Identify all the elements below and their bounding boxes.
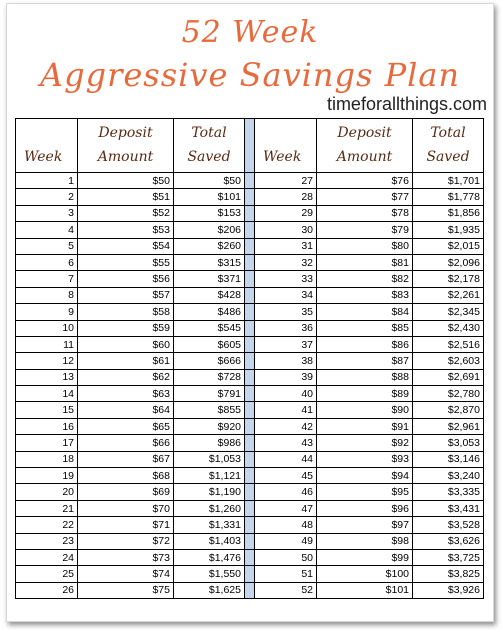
deposit-cell: $95 xyxy=(317,484,413,500)
total-cell: $2,961 xyxy=(413,418,484,434)
deposit-cell: $89 xyxy=(317,386,413,402)
total-cell: $545 xyxy=(174,320,245,336)
deposit-cell: $86 xyxy=(317,336,413,352)
deposit-cell: $91 xyxy=(317,418,413,434)
total-cell: $2,516 xyxy=(413,336,484,352)
deposit-cell: $62 xyxy=(78,369,174,385)
savings-table-container xyxy=(15,118,495,599)
deposit-cell: $100 xyxy=(317,566,413,582)
table-row xyxy=(16,304,484,320)
deposit-cell: $69 xyxy=(78,484,174,500)
column-divider xyxy=(245,369,255,385)
week-cell: 42 xyxy=(255,418,317,434)
table-row xyxy=(16,549,484,565)
week-cell: 16 xyxy=(16,418,78,434)
week-cell: 33 xyxy=(255,271,317,287)
week-cell: 24 xyxy=(16,549,78,565)
week-cell: 41 xyxy=(255,402,317,418)
week-cell: 25 xyxy=(16,566,78,582)
deposit-cell: $58 xyxy=(78,304,174,320)
deposit-cell: $61 xyxy=(78,353,174,369)
deposit-cell: $63 xyxy=(78,386,174,402)
deposit-cell: $70 xyxy=(78,500,174,516)
total-cell: $1,190 xyxy=(174,484,245,500)
week-cell: 26 xyxy=(16,582,78,598)
total-cell: $3,626 xyxy=(413,533,484,549)
total-cell: $2,015 xyxy=(413,238,484,254)
table-row xyxy=(16,533,484,549)
deposit-cell: $59 xyxy=(78,320,174,336)
deposit-cell: $99 xyxy=(317,549,413,565)
total-cell: $3,926 xyxy=(413,582,484,598)
table-row xyxy=(16,287,484,303)
deposit-cell: $87 xyxy=(317,353,413,369)
deposit-cell: $97 xyxy=(317,517,413,533)
total-cell: $2,261 xyxy=(413,287,484,303)
column-divider xyxy=(245,435,255,451)
total-cell: $1,856 xyxy=(413,205,484,221)
column-divider xyxy=(245,500,255,516)
deposit-cell: $52 xyxy=(78,205,174,221)
table-row xyxy=(16,402,484,418)
table-row xyxy=(16,468,484,484)
total-cell: $486 xyxy=(174,304,245,320)
week-cell: 32 xyxy=(255,254,317,270)
header-week-left: Week xyxy=(16,119,78,173)
week-cell: 8 xyxy=(16,287,78,303)
title-line-2: Aggressive Savings Plan xyxy=(39,56,461,94)
total-cell: $153 xyxy=(174,205,245,221)
total-cell: $2,870 xyxy=(413,402,484,418)
column-divider xyxy=(245,287,255,303)
deposit-cell: $96 xyxy=(317,500,413,516)
week-cell: 23 xyxy=(16,533,78,549)
column-divider xyxy=(245,566,255,582)
week-cell: 46 xyxy=(255,484,317,500)
table-row xyxy=(16,451,484,467)
header-deposit-right: Deposit Amount xyxy=(317,119,413,173)
total-cell: $428 xyxy=(174,287,245,303)
deposit-cell: $82 xyxy=(317,271,413,287)
table-row xyxy=(16,271,484,287)
week-cell: 3 xyxy=(16,205,78,221)
week-cell: 4 xyxy=(16,222,78,238)
column-divider xyxy=(245,238,255,254)
deposit-cell: $88 xyxy=(317,369,413,385)
deposit-cell: $60 xyxy=(78,336,174,352)
table-row xyxy=(16,353,484,369)
total-cell: $986 xyxy=(174,435,245,451)
column-divider xyxy=(245,549,255,565)
total-cell: $1,331 xyxy=(174,517,245,533)
week-cell: 45 xyxy=(255,468,317,484)
total-cell: $3,053 xyxy=(413,435,484,451)
week-cell: 12 xyxy=(16,353,78,369)
week-cell: 38 xyxy=(255,353,317,369)
deposit-cell: $54 xyxy=(78,238,174,254)
deposit-cell: $73 xyxy=(78,549,174,565)
week-cell: 10 xyxy=(16,320,78,336)
week-cell: 40 xyxy=(255,386,317,402)
column-divider xyxy=(245,517,255,533)
table-header-row xyxy=(16,119,484,173)
total-cell: $1,778 xyxy=(413,189,484,205)
total-cell: $1,476 xyxy=(174,549,245,565)
table-row xyxy=(16,435,484,451)
column-divider xyxy=(245,304,255,320)
column-divider xyxy=(245,386,255,402)
column-divider xyxy=(245,582,255,598)
column-divider xyxy=(245,484,255,500)
deposit-cell: $71 xyxy=(78,517,174,533)
total-cell: $920 xyxy=(174,418,245,434)
total-cell: $206 xyxy=(174,222,245,238)
column-divider xyxy=(245,271,255,287)
total-cell: $2,178 xyxy=(413,271,484,287)
deposit-cell: $57 xyxy=(78,287,174,303)
table-row xyxy=(16,189,484,205)
table-row xyxy=(16,418,484,434)
deposit-cell: $66 xyxy=(78,435,174,451)
week-cell: 17 xyxy=(16,435,78,451)
column-divider xyxy=(245,402,255,418)
deposit-cell: $77 xyxy=(317,189,413,205)
total-cell: $2,096 xyxy=(413,254,484,270)
deposit-cell: $72 xyxy=(78,533,174,549)
column-divider xyxy=(245,533,255,549)
column-divider xyxy=(245,353,255,369)
week-cell: 6 xyxy=(16,254,78,270)
deposit-cell: $67 xyxy=(78,451,174,467)
week-cell: 5 xyxy=(16,238,78,254)
deposit-cell: $55 xyxy=(78,254,174,270)
table-row xyxy=(16,500,484,516)
deposit-cell: $53 xyxy=(78,222,174,238)
deposit-cell: $94 xyxy=(317,468,413,484)
column-divider xyxy=(245,222,255,238)
week-cell: 48 xyxy=(255,517,317,533)
week-cell: 22 xyxy=(16,517,78,533)
week-cell: 2 xyxy=(16,189,78,205)
deposit-cell: $101 xyxy=(317,582,413,598)
header-total-right: Total Saved xyxy=(413,119,484,173)
week-cell: 34 xyxy=(255,287,317,303)
week-cell: 15 xyxy=(16,402,78,418)
week-cell: 49 xyxy=(255,533,317,549)
total-cell: $2,603 xyxy=(413,353,484,369)
website-label: timeforallthings.com xyxy=(326,94,487,114)
deposit-cell: $74 xyxy=(78,566,174,582)
deposit-cell: $50 xyxy=(78,173,174,189)
week-cell: 18 xyxy=(16,451,78,467)
week-cell: 19 xyxy=(16,468,78,484)
table-row xyxy=(16,336,484,352)
header-deposit-left: Deposit Amount xyxy=(78,119,174,173)
total-cell: $2,691 xyxy=(413,369,484,385)
deposit-cell: $76 xyxy=(317,173,413,189)
week-cell: 27 xyxy=(255,173,317,189)
total-cell: $260 xyxy=(174,238,245,254)
header-week-right: Week xyxy=(255,119,317,173)
week-cell: 37 xyxy=(255,336,317,352)
week-cell: 47 xyxy=(255,500,317,516)
week-cell: 20 xyxy=(16,484,78,500)
total-cell: $2,345 xyxy=(413,304,484,320)
deposit-cell: $80 xyxy=(317,238,413,254)
week-cell: 44 xyxy=(255,451,317,467)
table-row xyxy=(16,582,484,598)
total-cell: $3,725 xyxy=(413,549,484,565)
deposit-cell: $85 xyxy=(317,320,413,336)
title-line-1: 52 Week xyxy=(181,15,319,50)
total-cell: $2,430 xyxy=(413,320,484,336)
week-cell: 36 xyxy=(255,320,317,336)
column-divider xyxy=(245,189,255,205)
total-cell: $2,780 xyxy=(413,386,484,402)
total-cell: $1,053 xyxy=(174,451,245,467)
week-cell: 52 xyxy=(255,582,317,598)
total-cell: $1,260 xyxy=(174,500,245,516)
deposit-cell: $81 xyxy=(317,254,413,270)
total-cell: $791 xyxy=(174,386,245,402)
total-cell: $855 xyxy=(174,402,245,418)
deposit-cell: $64 xyxy=(78,402,174,418)
week-cell: 39 xyxy=(255,369,317,385)
week-cell: 7 xyxy=(16,271,78,287)
total-cell: $3,146 xyxy=(413,451,484,467)
header-total-left: Total Saved xyxy=(174,119,245,173)
table-row xyxy=(16,566,484,582)
savings-table xyxy=(15,118,484,599)
week-cell: 35 xyxy=(255,304,317,320)
deposit-cell: $75 xyxy=(78,582,174,598)
week-cell: 21 xyxy=(16,500,78,516)
total-cell: $1,550 xyxy=(174,566,245,582)
table-row xyxy=(16,205,484,221)
deposit-cell: $65 xyxy=(78,418,174,434)
column-divider xyxy=(245,320,255,336)
total-cell: $1,121 xyxy=(174,468,245,484)
table-row xyxy=(16,173,484,189)
week-cell: 1 xyxy=(16,173,78,189)
total-cell: $728 xyxy=(174,369,245,385)
week-cell: 13 xyxy=(16,369,78,385)
table-row xyxy=(16,320,484,336)
total-cell: $315 xyxy=(174,254,245,270)
table-row xyxy=(16,517,484,533)
total-cell: $605 xyxy=(174,336,245,352)
total-cell: $3,431 xyxy=(413,500,484,516)
week-cell: 9 xyxy=(16,304,78,320)
total-cell: $3,528 xyxy=(413,517,484,533)
deposit-cell: $79 xyxy=(317,222,413,238)
column-divider xyxy=(245,336,255,352)
deposit-cell: $84 xyxy=(317,304,413,320)
total-cell: $101 xyxy=(174,189,245,205)
week-cell: 50 xyxy=(255,549,317,565)
column-divider xyxy=(245,451,255,467)
total-cell: $3,240 xyxy=(413,468,484,484)
total-cell: $666 xyxy=(174,353,245,369)
column-divider xyxy=(245,468,255,484)
table-row xyxy=(16,254,484,270)
deposit-cell: $51 xyxy=(78,189,174,205)
table-row xyxy=(16,238,484,254)
total-cell: $3,335 xyxy=(413,484,484,500)
column-divider xyxy=(245,418,255,434)
total-cell: $1,935 xyxy=(413,222,484,238)
deposit-cell: $98 xyxy=(317,533,413,549)
week-cell: 29 xyxy=(255,205,317,221)
table-row xyxy=(16,386,484,402)
total-cell: $1,625 xyxy=(174,582,245,598)
column-divider xyxy=(245,254,255,270)
week-cell: 14 xyxy=(16,386,78,402)
deposit-cell: $68 xyxy=(78,468,174,484)
week-cell: 11 xyxy=(16,336,78,352)
table-row xyxy=(16,222,484,238)
total-cell: $1,403 xyxy=(174,533,245,549)
column-divider xyxy=(245,119,255,173)
column-divider xyxy=(245,173,255,189)
total-cell: $3,825 xyxy=(413,566,484,582)
deposit-cell: $56 xyxy=(78,271,174,287)
week-cell: 30 xyxy=(255,222,317,238)
week-cell: 43 xyxy=(255,435,317,451)
table-body xyxy=(16,173,484,599)
deposit-cell: $83 xyxy=(317,287,413,303)
deposit-cell: $78 xyxy=(317,205,413,221)
table-row xyxy=(16,369,484,385)
deposit-cell: $92 xyxy=(317,435,413,451)
total-cell: $50 xyxy=(174,173,245,189)
deposit-cell: $90 xyxy=(317,402,413,418)
deposit-cell: $93 xyxy=(317,451,413,467)
total-cell: $371 xyxy=(174,271,245,287)
week-cell: 28 xyxy=(255,189,317,205)
week-cell: 31 xyxy=(255,238,317,254)
savings-plan-sheet xyxy=(6,3,494,622)
column-divider xyxy=(245,205,255,221)
total-cell: $1,701 xyxy=(413,173,484,189)
week-cell: 51 xyxy=(255,566,317,582)
table-row xyxy=(16,484,484,500)
